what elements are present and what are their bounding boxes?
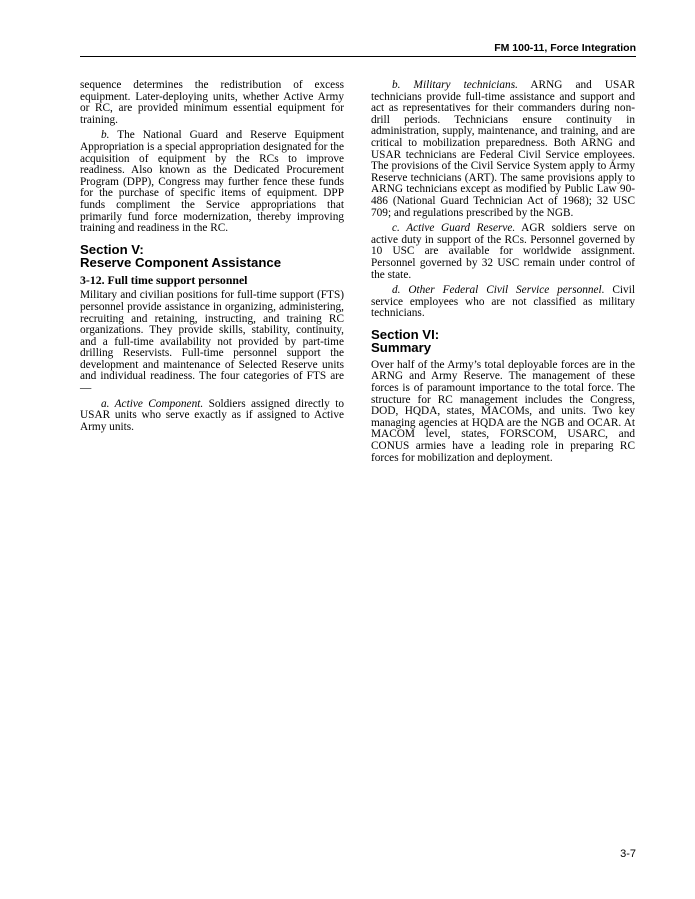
paragraph-active-guard-reserve: [371, 223, 635, 281]
paragraph-lead-in: c. Active Guard Reserve.: [392, 222, 516, 235]
paragraph-active-component: [80, 399, 344, 434]
left-column: [80, 80, 344, 437]
right-column: [371, 80, 635, 468]
paragraph-summary: Over half of the Army’s total deployable forces are in the ARNG and Army Reserve. The management of these forces is of paramount importance to the total force. The structure for RC management includes the Congress, DOD, HQDA, states, MACOMs, and units. Two key managing agencies at HQDA are the NGB and OCAR. At MACOM level, states, FORSCOM, USARC, and CONUS armies have a leading role in preparing RC forces for mobilization and deployment.: [371, 358, 635, 464]
section-vi-heading: [371, 328, 635, 354]
header-rule: [80, 56, 636, 57]
section-vi-number: Section VI:: [371, 326, 440, 342]
paragraph-lead-in: d. Other Federal Civil Service personnel.: [392, 284, 605, 297]
page-number: 3-7: [620, 848, 636, 860]
section-v-title: Reserve Component Assistance: [80, 254, 282, 270]
section-v-heading: [80, 243, 344, 269]
paragraph-military-technicians: [371, 80, 635, 219]
paragraph-body: Civil service employees who are not classified as military technicians.: [371, 284, 635, 320]
section-vi-title: Summary: [371, 339, 432, 355]
paragraph-body: AGR soldiers serve on active duty in support of the RCs. Personnel governed by 10 USC are available for worldwide assignment. Personnel governed by 32 USC remain under control of the state.: [371, 222, 635, 281]
subsection-3-12-heading: 3-12. Full time support personnel: [80, 272, 248, 287]
running-head-title: FM 100-11, Force Integration: [494, 42, 636, 54]
paragraph-equipment-sequence: sequence determines the redistribution of excess equipment. Later-deploying units, whether Active Army or RC, are provided minimum essential equipment for training.: [80, 79, 344, 126]
paragraph-body: Soldiers assigned directly to USAR units who serve exactly as if assigned to Active Army units.: [80, 397, 344, 433]
section-v-number: Section V:: [80, 241, 144, 257]
paragraph-body: The National Guard and Reserve Equipment Appropriation is a special appropriation designated for the acquisition of equipment by the RCs to improve readiness. Also known as the Dedicated Procurement Program (DPP), Congress may further fence these funds for the purchase of specific items of equipment. DPP funds compliment the Service appropriations that primarily fund force modernization, thereby improving training and readiness in the RC.: [80, 129, 344, 235]
paragraph-body: ARNG and USAR technicians provide full-time assistance and support and act as representatives for their commanders during non-drill periods. Technicians ensure continuity in administration, supply, maintenance, and training, and are critical to mobilization preparedness. Both ARNG and USAR technicians are Federal Civil Service employees. The provisions of the Civil Service System apply to Army Reserve technicians (ART). The same provisions apply to ARNG technicians except as modified by Public Law 90-486 (National Guard Technician Act of 1968); 32 USC 709; and regulations prescribed by the NGB.: [371, 79, 636, 219]
paragraph-lead-in: a. Active Component.: [101, 397, 204, 410]
paragraph-civil-service: [371, 285, 635, 320]
paragraph-ngrea: [80, 130, 344, 234]
paragraph-fts-overview: Military and civilian positions for full-time support (FTS) personnel provide assistance in organizing, administering, recruiting and retaining, instructing, and training RC organizations. They provide skills, stability, continuity, and a full-time availability not provided by part-time drilling Reservists. Full-time personnel support the development and maintenance of Selected Reserve units and individual readiness. The four categories of FTS are—: [80, 289, 344, 395]
paragraph-lead-in: b. Military technicians.: [392, 79, 518, 91]
paragraph-lead-in: b.: [101, 129, 110, 142]
